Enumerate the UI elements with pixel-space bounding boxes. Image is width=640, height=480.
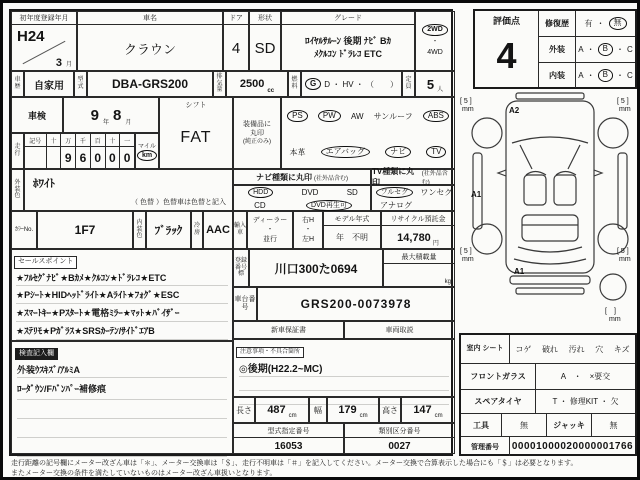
notes-label: 注意事項・不具合箇所 bbox=[236, 347, 304, 358]
interior-grade-value: A ・ B ・ C bbox=[578, 70, 633, 80]
spare-tire-row bbox=[461, 390, 635, 414]
mileage-label: 走行 bbox=[11, 133, 24, 169]
repair-history-value: 有 ・ 無 bbox=[576, 11, 635, 36]
svg-text:mm: mm bbox=[619, 256, 631, 263]
spare-tire-value: T ・ 修理KIT ・ 欠 bbox=[552, 397, 619, 406]
recycle-deposit-value: 14,780 円 bbox=[397, 231, 439, 247]
displacement-label: 排気量 bbox=[213, 71, 226, 97]
disclaimer-line1: 走行距離の記号欄にメーター改ざん車は「＊」、メーター交換車は「＄」、走行不明車は「＃」を記入してください。メーター交換で合算表示した場合にも「＄」は必要となります。 bbox=[11, 460, 578, 467]
width-label: 幅 bbox=[309, 397, 327, 423]
tv-options-row1 bbox=[372, 186, 456, 199]
spare-tread: [ ] bbox=[605, 308, 616, 315]
model-year-label: モデル年式 bbox=[324, 212, 380, 226]
inspection-label: 車検 bbox=[11, 97, 63, 133]
sales-line: ★ｽﾏｰﾄｷｰ★Pｽﾀｰﾄ★電格ﾐﾗｰ★ﾏｯﾄ★ﾊﾞｲｻﾞｰ bbox=[16, 304, 228, 322]
nav-type-header: ナビ種類に丸印 (社外品含む) bbox=[233, 169, 371, 185]
nav-tv-options bbox=[233, 185, 371, 211]
blank-rule bbox=[239, 377, 449, 391]
recycle-deposit-label: リサイクル預託金 bbox=[382, 212, 454, 226]
seat-options: コゲ 破れ 汚れ 穴 キズ bbox=[515, 344, 630, 354]
displacement-cell: 2500 cc bbox=[226, 71, 288, 97]
door-label: ドア bbox=[224, 12, 248, 25]
vehicle-manual-label: 車両取説 bbox=[344, 321, 455, 339]
shift-label: シフト bbox=[185, 102, 207, 109]
car-name-value: クラウン bbox=[123, 41, 176, 57]
class-category-cell bbox=[344, 423, 455, 454]
equipment-options bbox=[281, 97, 455, 169]
ac-label: 冷房 bbox=[191, 211, 203, 249]
tread-depth-rear-right: [ 5 ] bbox=[617, 248, 629, 255]
mileage-table bbox=[24, 133, 135, 169]
windshield-value: A ・ ×要交 bbox=[560, 372, 611, 381]
blank-rule bbox=[17, 400, 227, 419]
history-value: 自家用 bbox=[24, 71, 74, 97]
score-label: 評価点 bbox=[492, 15, 520, 26]
length-value-cell: 487 cm bbox=[255, 397, 309, 423]
inspector-note-line: ﾛｰﾀﾞｳﾝ/Fﾊﾞﾝﾊﾟｰ補修痕 bbox=[17, 378, 227, 400]
damage-marker-rear: A1 bbox=[514, 267, 525, 276]
model-year-value: 年 不明 bbox=[336, 233, 368, 242]
equip-abs-selected: ABS bbox=[423, 110, 449, 123]
repair-history-row bbox=[539, 11, 635, 37]
equip-leather: 本革 bbox=[289, 147, 306, 157]
interior-color-value: ﾌﾞﾗｯｸ bbox=[146, 211, 191, 249]
inspector-notes-label: 検査記入欄 bbox=[15, 348, 58, 360]
inspection-value: 9 年 8 月 bbox=[63, 97, 159, 133]
repair-none-selected: 無 bbox=[609, 17, 627, 30]
footer-disclaimer bbox=[11, 459, 637, 479]
blank-rule bbox=[17, 419, 227, 438]
sales-line: ★ﾌﾙｾｸﾞﾅﾋﾞ★Bｶﾒ★ｸﾙｺﾝ★ﾄﾞﾗﾚｺ★ETC bbox=[16, 270, 228, 286]
model-code-value: DBA-GRS200 bbox=[87, 71, 213, 97]
first-registration-cell bbox=[11, 11, 77, 71]
chassis-value: GRS200-0073978 bbox=[257, 287, 455, 321]
max-load-value: kg bbox=[444, 279, 451, 285]
shape-value: SD bbox=[254, 39, 276, 57]
class-category-label: 類別区分番号 bbox=[345, 424, 454, 438]
color-no-value: 1F7 bbox=[37, 211, 133, 249]
interior-grade-label: 内装 bbox=[539, 63, 576, 88]
equip-pw-selected: PW bbox=[318, 110, 341, 123]
grades-cells bbox=[539, 11, 635, 87]
exterior-grade-label: 外装 bbox=[539, 37, 576, 62]
shape-label: 形状 bbox=[250, 12, 280, 25]
condition-table bbox=[459, 333, 637, 456]
model-year-cell bbox=[323, 211, 381, 249]
width-value-cell: 179 cm bbox=[327, 397, 379, 423]
first-registration-label: 初年度登録年月 bbox=[12, 12, 76, 25]
jack-label: ジャッキ bbox=[547, 414, 592, 436]
notes-box bbox=[233, 339, 455, 397]
inspector-notes-box bbox=[11, 341, 233, 454]
grade-value: ﾛｲﾔﾙｻﾙｰﾝ 後期 ﾅﾋﾞ Bｶ ﾒｸﾙｺﾝ ﾄﾞﾗﾚｺ ETC bbox=[304, 35, 391, 59]
history-label: 車歴 bbox=[11, 71, 24, 97]
blank-rule bbox=[17, 438, 227, 457]
evaluation-box bbox=[473, 9, 637, 89]
equip-tv-selected: TV bbox=[426, 146, 446, 159]
main-table bbox=[9, 9, 453, 456]
equip-aw: AW bbox=[350, 111, 364, 121]
exterior-color-value: ﾎﾜｲﾄ bbox=[33, 178, 55, 190]
management-number-label: 管理番号 bbox=[461, 437, 510, 456]
svg-text:mm: mm bbox=[462, 256, 474, 263]
mile-label: マイル bbox=[138, 143, 156, 150]
max-load-cell bbox=[383, 249, 455, 287]
jack-value: 無 bbox=[609, 420, 618, 430]
mile-km-cell bbox=[135, 133, 159, 169]
svg-text:mm: mm bbox=[609, 316, 621, 323]
fuel-gasoline-selected: G bbox=[305, 78, 321, 91]
management-number-value: 00001000020000001766 bbox=[511, 441, 634, 452]
svg-text:mm: mm bbox=[462, 106, 474, 113]
class-category-value: 0027 bbox=[388, 440, 411, 452]
exterior-color-label: 外装色 bbox=[11, 169, 24, 211]
damage-marker-side: A1 bbox=[471, 190, 482, 199]
tv-oneseg: ワンセグ bbox=[420, 188, 453, 197]
svg-text:mm: mm bbox=[619, 106, 631, 113]
tv-options bbox=[371, 185, 455, 211]
door-cell bbox=[223, 11, 249, 71]
tread-depth-rear-left: [ 5 ] bbox=[460, 248, 472, 255]
shape-cell bbox=[249, 11, 281, 71]
equip-airbag-selected: エアバッグ bbox=[321, 146, 370, 159]
spare-tire-label: スペアタイヤ bbox=[461, 390, 536, 413]
plate-number-value: 川口300た0694 bbox=[249, 249, 383, 287]
mileage-digits-row: 9 6 0 0 0 bbox=[25, 146, 134, 169]
nav-options-row1 bbox=[234, 186, 372, 199]
tv-analog: アナログ bbox=[380, 201, 412, 210]
nav-dvd: DVD bbox=[301, 188, 319, 197]
tread-depth-front-right: [ 5 ] bbox=[617, 98, 629, 105]
sales-points-box bbox=[11, 249, 233, 341]
recycle-deposit-cell bbox=[381, 211, 455, 249]
length-label: 長さ bbox=[233, 397, 255, 423]
equip-ps-selected: PS bbox=[287, 110, 308, 123]
tools-row bbox=[461, 414, 635, 437]
import-dealer-cell: ディーラー ・ 並行 bbox=[247, 211, 293, 249]
ac-value: AAC bbox=[203, 211, 233, 249]
car-name-cell bbox=[77, 11, 223, 71]
type-designation-value: 16053 bbox=[274, 440, 303, 452]
door-value: 4 bbox=[231, 39, 241, 57]
seat-row bbox=[461, 335, 635, 364]
capacity-label: 定員 bbox=[402, 71, 415, 97]
windshield-label: フロントガラス bbox=[461, 364, 536, 389]
inspector-note-line: 外装ｳｽｷｽﾞ/ｱﾙﾐA bbox=[17, 362, 227, 378]
damage-marker-front: A2 bbox=[509, 106, 520, 115]
exterior-grade-row bbox=[539, 37, 635, 63]
import-label: 輸入車 bbox=[233, 211, 247, 249]
equipment-label: 装備品に 丸印 (純正のみ) bbox=[233, 97, 281, 169]
equip-sunroof: サンルーフ bbox=[373, 111, 413, 121]
new-car-warranty-label: 新車保証書 bbox=[233, 321, 344, 339]
nav-hdd-selected: HDD bbox=[248, 187, 273, 198]
management-number-row bbox=[461, 437, 635, 456]
exterior-grade-value: A ・ B ・ C bbox=[578, 44, 633, 54]
car-name-label: 車名 bbox=[78, 12, 222, 25]
car-top-view bbox=[459, 91, 637, 331]
car-damage-diagram bbox=[459, 91, 637, 331]
tools-value: 無 bbox=[502, 414, 547, 436]
first-registration-value: H24 3 月 bbox=[17, 28, 72, 69]
capacity-cell: 5 人 bbox=[415, 71, 455, 97]
sales-points-label: セールスポイント bbox=[14, 256, 77, 269]
import-handle-cell: 右H ・ 左H bbox=[293, 211, 323, 249]
type-designation-cell bbox=[233, 423, 344, 454]
nav-sd: SD bbox=[346, 188, 358, 197]
interior-color-label: 内装色 bbox=[133, 211, 146, 249]
equipment-row2 bbox=[282, 134, 454, 170]
grade-cell bbox=[281, 11, 415, 71]
fuel-cell: G D ・ HV ・ （ ） bbox=[301, 71, 402, 97]
tv-fullseg-selected: フルセグ bbox=[376, 187, 414, 198]
equipment-row1 bbox=[282, 98, 454, 134]
mileage-header-row: 記号 十 万 千 百 十 一 bbox=[25, 134, 134, 146]
type-designation-label: 型式指定番号 bbox=[234, 424, 343, 438]
fuel-label: 燃料 bbox=[288, 71, 301, 97]
score-cell bbox=[475, 11, 539, 87]
notes-value: ◎後期(H22.2~MC) bbox=[239, 359, 449, 377]
seat-label: 室内 シート bbox=[461, 335, 510, 363]
height-value-cell: 147 cm bbox=[401, 397, 455, 423]
max-load-label: 最大積載量 bbox=[384, 250, 454, 264]
drive-2wd-selected: 2WD bbox=[422, 24, 448, 35]
nav-dvd-play-selected: DVD再生可 bbox=[306, 200, 352, 211]
exterior-b-selected: B bbox=[598, 43, 613, 56]
grade-label: グレード bbox=[282, 12, 414, 25]
tv-type-header: TV種類に丸印 (社外品含む) bbox=[371, 169, 455, 185]
height-label: 高さ bbox=[379, 397, 401, 423]
interior-b-selected: B bbox=[598, 69, 613, 82]
exterior-color-cell bbox=[24, 169, 233, 211]
model-code-label: 型式 bbox=[74, 71, 87, 97]
tread-depth-front-left: [ 5 ] bbox=[460, 98, 472, 105]
sales-line: ★ｽﾃﾘﾓ★Pｶﾞﾗｽ★SRSｶｰﾃﾝ/ｻｲﾄﾞｴｱB bbox=[16, 322, 228, 340]
repair-history-label: 修復歴 bbox=[539, 11, 576, 36]
tools-label: 工具 bbox=[461, 414, 502, 436]
chassis-label: 車台番号 bbox=[233, 287, 257, 321]
shift-value: FAT bbox=[180, 129, 212, 146]
score-value: 4 bbox=[496, 35, 517, 76]
color-no-label: ｶﾗｰNo. bbox=[11, 211, 37, 249]
drive-type-cell: 2WD ・ 4WD bbox=[415, 11, 455, 71]
windshield-row bbox=[461, 364, 635, 390]
plate-number-label: 登録番号標 bbox=[233, 249, 249, 287]
disclaimer-line2: またメーター交換の条件を満たしていないものはメーター改ざん車扱いとなります。 bbox=[11, 470, 277, 478]
shift-cell bbox=[159, 97, 233, 169]
color-change-note: （ 色替 ）色替車は色替と記入 bbox=[131, 199, 226, 206]
nav-cd: CD bbox=[254, 201, 266, 210]
interior-grade-row bbox=[539, 63, 635, 88]
sales-line: ★Pｼｰﾄ★HIDﾍｯﾄﾞﾗｲﾄ★Aﾗｲﾄ★ﾌｫｸﾞ★ESC bbox=[16, 286, 228, 304]
km-selected: km bbox=[137, 150, 157, 161]
equip-navi-selected: ナビ bbox=[385, 146, 411, 159]
